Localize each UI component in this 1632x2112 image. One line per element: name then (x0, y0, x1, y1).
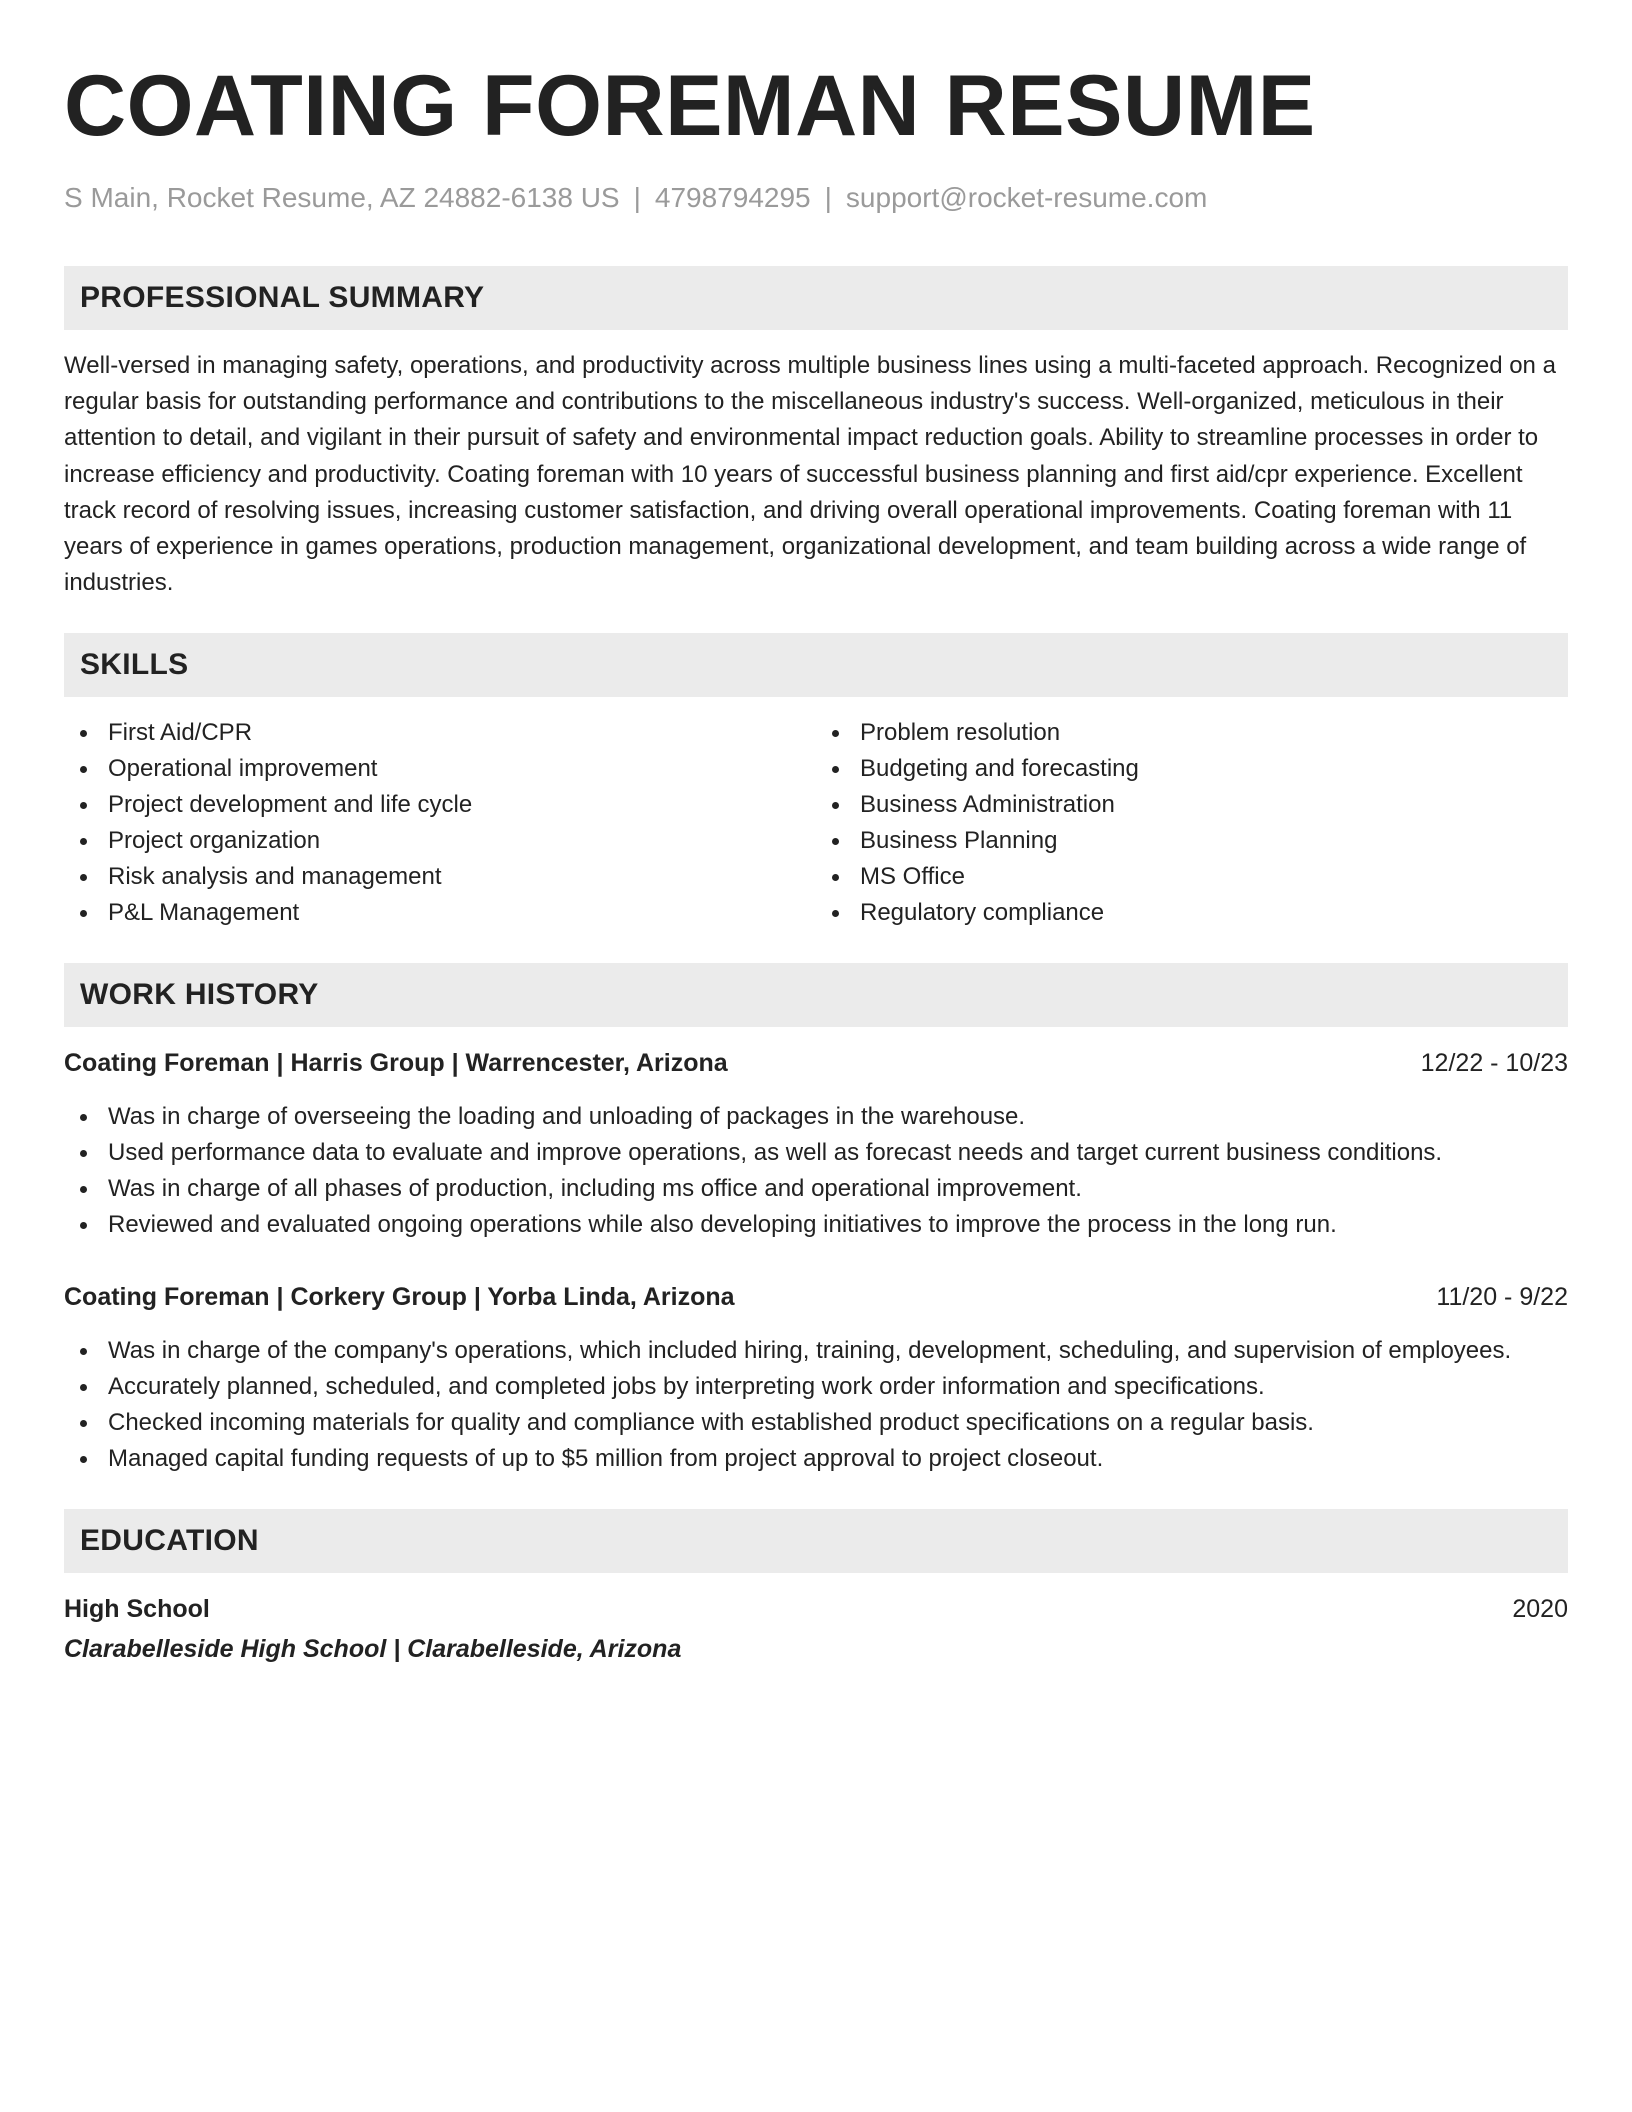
bullet-icon (832, 910, 839, 917)
skill-label: MS Office (860, 863, 965, 891)
bullet-icon (832, 730, 839, 737)
job-bullet-text: Checked incoming materials for quality and compliance with established product specifications on a regular basis. (108, 1409, 1314, 1437)
skill-label: Problem resolution (860, 719, 1061, 747)
skill-item (64, 751, 816, 787)
skill-item (816, 715, 1568, 751)
job-bullet-text: Was in charge of overseeing the loading and unloading of packages in the warehouse. (108, 1103, 1026, 1131)
job-bullet-list (64, 1333, 1568, 1477)
skill-label: Business Planning (860, 827, 1058, 855)
skill-item (816, 823, 1568, 859)
skill-item (64, 895, 816, 931)
section-title-skills: SKILLS (80, 648, 189, 682)
skill-item (816, 787, 1568, 823)
job-bullet-text: Was in charge of all phases of production, including ms office and operational improvement. (108, 1175, 1082, 1203)
education-school: Clarabelleside High School | Clarabelleside, Arizona (64, 1635, 682, 1664)
job-bullet-text: Accurately planned, scheduled, and completed jobs by interpreting work order information and specifications. (108, 1373, 1265, 1401)
job-header (64, 1279, 1568, 1315)
job-bullet (64, 1441, 1568, 1477)
job-header (64, 1045, 1568, 1081)
skill-label: Budgeting and forecasting (860, 755, 1139, 783)
skill-item (64, 787, 816, 823)
bullet-icon (80, 874, 87, 881)
bullet-icon (80, 1384, 87, 1391)
skills-column-left (64, 715, 816, 931)
contact-phone: 4798794295 (654, 182, 811, 213)
bullet-icon (80, 1222, 87, 1229)
section-title-education: EDUCATION (80, 1524, 259, 1558)
job-dates: 12/22 - 10/23 (1420, 1049, 1568, 1078)
bullet-icon (80, 1348, 87, 1355)
section-header-education (64, 1509, 1568, 1573)
job-title: Coating Foreman | Corkery Group | Yorba Linda, Arizona (64, 1283, 735, 1312)
job-bullet-text: Reviewed and evaluated ongoing operations while also developing initiatives to improve the process in the long run. (108, 1211, 1337, 1239)
bullet-icon (832, 802, 839, 809)
job-entry (64, 1045, 1568, 1243)
bullet-icon (80, 910, 87, 917)
job-bullet-list (64, 1099, 1568, 1243)
job-bullet-text: Used performance data to evaluate and improve operations, as well as forecast needs and target current business conditions. (108, 1139, 1443, 1167)
job-bullet (64, 1333, 1568, 1369)
job-title: Coating Foreman | Harris Group | Warrencester, Arizona (64, 1049, 728, 1078)
education-header (64, 1591, 1568, 1627)
bullet-icon (80, 1114, 87, 1121)
bullet-icon (80, 1456, 87, 1463)
skill-label: Project organization (108, 827, 321, 855)
skill-label: Business Administration (860, 791, 1115, 819)
bullet-icon (832, 838, 839, 845)
job-bullet (64, 1207, 1568, 1243)
skill-item (64, 859, 816, 895)
education-degree: High School (64, 1595, 210, 1624)
section-title-summary: PROFESSIONAL SUMMARY (80, 281, 485, 314)
skill-item (64, 823, 816, 859)
skill-item (816, 859, 1568, 895)
contact-address: S Main, Rocket Resume, AZ 24882-6138 US (64, 182, 620, 213)
contact-line (64, 180, 1568, 216)
skill-label: P&L Management (108, 899, 300, 927)
bullet-icon (832, 766, 839, 773)
resume-title: COATING FOREMAN RESUME (64, 58, 1316, 154)
job-bullet (64, 1135, 1568, 1171)
job-bullet (64, 1171, 1568, 1207)
skill-label: Operational improvement (108, 755, 378, 783)
job-entry (64, 1279, 1568, 1477)
bullet-icon (832, 874, 839, 881)
job-dates: 11/20 - 9/22 (1436, 1283, 1568, 1312)
skills-grid (64, 715, 1568, 931)
skill-label: Risk analysis and management (108, 863, 442, 891)
bullet-icon (80, 1150, 87, 1157)
skill-item (64, 715, 816, 751)
job-bullet (64, 1369, 1568, 1405)
skills-column-right (816, 715, 1568, 931)
bullet-icon (80, 802, 87, 809)
skill-label: Regulatory compliance (860, 899, 1105, 927)
contact-email: support@rocket-resume.com (845, 182, 1208, 213)
skill-label: Project development and life cycle (108, 791, 473, 819)
section-header-work-history (64, 963, 1568, 1027)
bullet-icon (80, 1186, 87, 1193)
summary-paragraph: Well-versed in managing safety, operations, and productivity across multiple business lines using a multi-faceted approach. Recognized on a regular basis for outstanding performance and contributions to the miscellaneous industry's success. Well-organized, meticulous in their attention to detail, and vigilant in their pursuit of safety and environmental impact reduction goals. Ability to streamline processes in order to increase efficiency and productivity. Coating foreman with 10 years of successful business planning and first aid/cpr experience. Excellent track record of resolving issues, increasing customer satisfaction, and driving overall operational improvements. Coating foreman with 11 years of experience in games operations, production management, organizational development, and team building across a wide range of industries. (64, 352, 1556, 597)
job-bullet (64, 1405, 1568, 1441)
bullet-icon (80, 766, 87, 773)
section-header-skills (64, 633, 1568, 697)
skill-label: First Aid/CPR (108, 719, 253, 747)
job-bullet-text: Was in charge of the company's operations, which included hiring, training, development, scheduling, and supervision of employees. (108, 1337, 1512, 1365)
education-entry (64, 1591, 1568, 1667)
education-year: 2020 (1512, 1595, 1568, 1624)
job-bullet (64, 1099, 1568, 1135)
skill-item (816, 895, 1568, 931)
section-header-summary (64, 266, 1568, 330)
bullet-icon (80, 838, 87, 845)
skill-item (816, 751, 1568, 787)
contact-separator: | (824, 182, 832, 213)
bullet-icon (80, 1420, 87, 1427)
job-bullet-text: Managed capital funding requests of up to $5 million from project approval to project closeout. (108, 1445, 1104, 1473)
section-title-work-history: WORK HISTORY (80, 978, 319, 1012)
contact-separator: | (633, 182, 641, 213)
bullet-icon (80, 730, 87, 737)
